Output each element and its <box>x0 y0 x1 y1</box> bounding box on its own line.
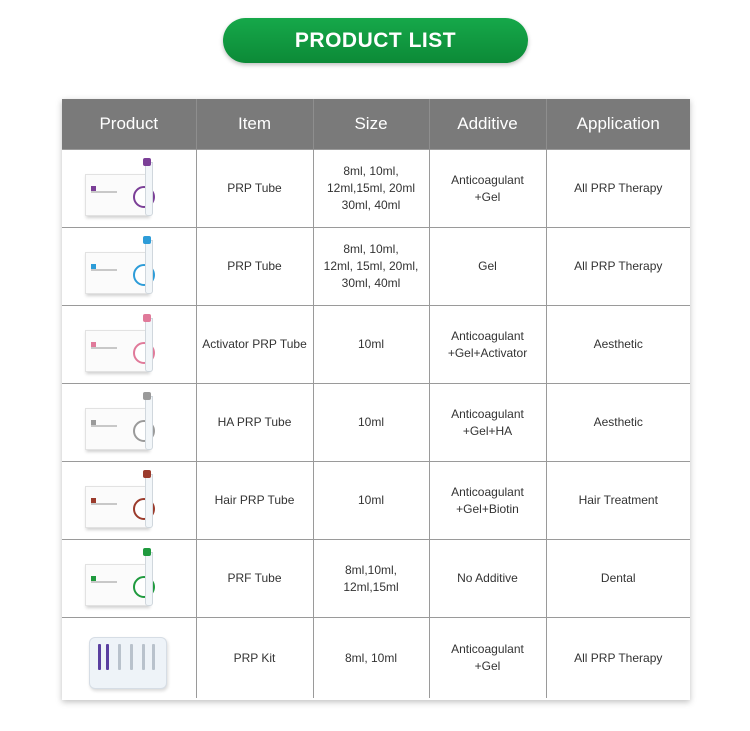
application-cell <box>546 618 690 699</box>
size-cell-line: 10ml <box>357 337 384 351</box>
product-image-cell <box>62 306 196 384</box>
table-row <box>62 228 690 306</box>
kit-item <box>118 644 121 670</box>
tube <box>145 474 153 528</box>
application-cell <box>546 384 690 462</box>
product-box <box>85 408 149 450</box>
additive-cell-line: +Gel <box>474 189 501 204</box>
size-cell <box>313 150 429 228</box>
application-cell-line: Dental <box>600 571 636 585</box>
size-cell-line: 8ml, 10ml <box>344 650 397 665</box>
size-cell <box>313 540 429 618</box>
item-cell <box>196 228 313 306</box>
additive-cell-line: +Gel+Biotin <box>456 501 519 516</box>
prf-tube-box-green <box>79 546 179 612</box>
size-cell <box>313 384 429 462</box>
table-row <box>62 150 690 228</box>
size-cell-line: 12ml,15ml <box>343 579 399 594</box>
additive-cell <box>429 540 546 618</box>
header-size: Size <box>313 99 429 150</box>
table-row <box>62 462 690 540</box>
application-cell-line: All PRP Therapy <box>574 181 663 195</box>
tube <box>145 162 153 216</box>
tube <box>145 240 153 294</box>
application-cell <box>546 540 690 618</box>
item-cell <box>196 306 313 384</box>
tube <box>145 396 153 450</box>
application-cell-line: Aesthetic <box>593 415 643 429</box>
additive-cell <box>429 150 546 228</box>
prp-kit-tray <box>79 625 179 691</box>
tube-cap <box>143 392 151 400</box>
item-cell <box>196 150 313 228</box>
additive-cell-line: Anticoagulant <box>451 484 524 499</box>
application-cell-line: All PRP Therapy <box>574 259 663 273</box>
size-cell-line: 8ml,10ml, <box>344 562 397 577</box>
item-cell-line: PRP Tube <box>227 259 282 273</box>
additive-cell <box>429 618 546 699</box>
additive-cell-line: Anticoagulant <box>451 406 524 421</box>
product-image-cell <box>62 384 196 462</box>
item-cell-line: HA PRP Tube <box>217 415 292 429</box>
product-image-cell <box>62 462 196 540</box>
additive-cell <box>429 228 546 306</box>
item-cell <box>196 462 313 540</box>
header-additive: Additive <box>429 99 546 150</box>
page-title: PRODUCT LIST <box>223 18 528 63</box>
product-box <box>85 252 149 294</box>
product-image-cell <box>62 150 196 228</box>
size-cell-line: 12ml,15ml, 20ml <box>326 181 416 195</box>
size-cell-line: 30ml, 40ml <box>341 276 401 290</box>
additive-cell-line: Gel <box>478 259 497 273</box>
table-row <box>62 618 690 699</box>
item-cell <box>196 384 313 462</box>
item-cell <box>196 540 313 618</box>
size-cell <box>313 462 429 540</box>
tube-cap <box>143 236 151 244</box>
application-cell-line: Hair Treatment <box>578 493 658 507</box>
ha-prp-tube-box-gray <box>79 390 179 456</box>
tube-cap <box>143 158 151 166</box>
application-cell-line: Aesthetic <box>593 337 643 351</box>
additive-cell-line: No Additive <box>457 571 518 585</box>
prp-tube-box-purple <box>79 156 179 222</box>
item-cell-line: Activator PRP Tube <box>202 337 307 351</box>
size-cell <box>313 306 429 384</box>
additive-cell-line: +Gel <box>474 659 501 673</box>
product-table <box>62 99 690 700</box>
activator-prp-tube-box-pink <box>79 312 179 378</box>
application-cell <box>546 306 690 384</box>
size-cell-line: 8ml, 10ml, <box>343 164 399 178</box>
size-cell-line: 30ml, 40ml <box>341 198 401 212</box>
hair-prp-tube-box-brown <box>79 468 179 534</box>
tube-cap <box>143 314 151 322</box>
kit-item <box>142 644 145 670</box>
header-item: Item <box>196 99 313 150</box>
product-image-cell <box>62 540 196 618</box>
additive-cell-line: Anticoagulant <box>451 642 524 656</box>
application-cell <box>546 228 690 306</box>
product-image-cell <box>62 618 196 699</box>
product-box <box>85 564 149 606</box>
additive-cell <box>429 462 546 540</box>
table-row <box>62 540 690 618</box>
size-cell <box>313 228 429 306</box>
table-row <box>62 306 690 384</box>
additive-cell-line: Anticoagulant <box>451 328 524 343</box>
item-cell-line: Hair PRP Tube <box>214 493 295 507</box>
size-cell-line: 8ml, 10ml, <box>343 242 399 256</box>
additive-cell <box>429 306 546 384</box>
additive-cell <box>429 384 546 462</box>
item-cell-line: PRP Tube <box>227 181 282 195</box>
item-cell-line: PRF Tube <box>227 571 282 585</box>
item-cell-line: PRP Kit <box>233 650 276 665</box>
product-box <box>85 486 149 528</box>
size-cell-line: 10ml <box>357 493 384 507</box>
size-cell <box>313 618 429 699</box>
tube-cap <box>143 470 151 478</box>
kit-item <box>98 644 101 670</box>
additive-cell-line: Anticoagulant <box>451 172 524 187</box>
header-application: Application <box>546 99 690 150</box>
item-cell <box>196 618 313 699</box>
product-box <box>85 330 149 372</box>
header-product: Product <box>62 99 196 150</box>
prp-tube-box-blue <box>79 234 179 300</box>
table-header-row <box>62 99 690 150</box>
product-box <box>85 174 149 216</box>
tube-cap <box>143 548 151 556</box>
tube <box>145 318 153 372</box>
size-cell-line: 12ml, 15ml, 20ml, <box>323 259 419 273</box>
application-cell <box>546 150 690 228</box>
product-image-cell <box>62 228 196 306</box>
kit-item <box>130 644 133 670</box>
kit-item <box>106 644 109 670</box>
kit-item <box>152 644 155 670</box>
table-row <box>62 384 690 462</box>
tube <box>145 552 153 606</box>
additive-cell-line: +Gel+HA <box>462 423 513 438</box>
application-cell-line: All PRP Therapy <box>574 650 663 665</box>
kit-tray <box>89 637 167 689</box>
application-cell <box>546 462 690 540</box>
size-cell-line: 10ml <box>357 415 384 429</box>
additive-cell-line: +Gel+Activator <box>447 345 528 360</box>
